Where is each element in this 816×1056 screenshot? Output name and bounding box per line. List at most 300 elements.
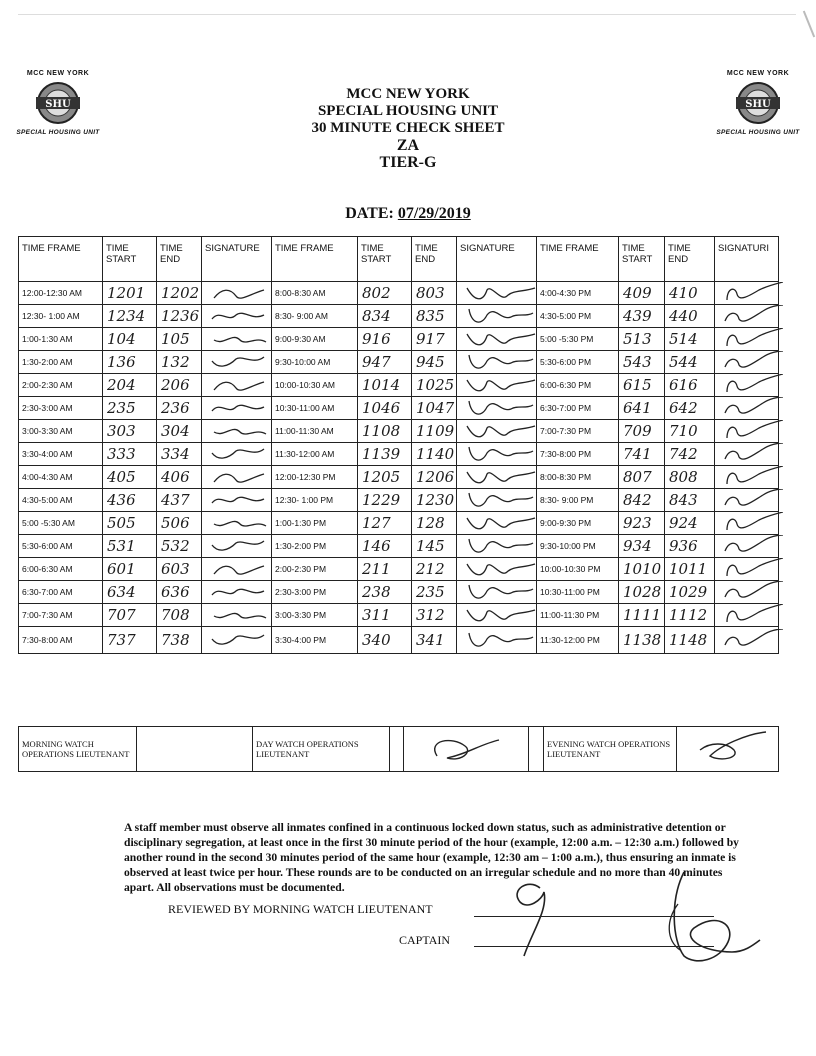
time-frame-cell: 4:30-5:00 AM: [19, 489, 103, 512]
time-end-cell: 710: [665, 420, 715, 443]
time-start-cell: 531: [103, 535, 157, 558]
time-start-cell: 1111: [619, 604, 665, 627]
signature-cell: [457, 443, 537, 466]
signature-cell: [457, 328, 537, 351]
signature-cell: [715, 397, 779, 420]
col-time-frame: TIME FRAME: [272, 237, 358, 282]
shu-badge-icon: [730, 79, 786, 127]
time-end-cell: 406: [157, 466, 202, 489]
time-frame-cell: 6:00-6:30 AM: [19, 558, 103, 581]
time-frame-cell: 3:30-4:00 PM: [272, 627, 358, 654]
time-end-cell: 1140: [412, 443, 457, 466]
table-row: [19, 489, 779, 512]
table-row: [19, 282, 779, 305]
time-start-cell: 439: [619, 305, 665, 328]
time-start-cell: 405: [103, 466, 157, 489]
signature-cell: [715, 443, 779, 466]
time-start-cell: 505: [103, 512, 157, 535]
signature-cell: [715, 604, 779, 627]
time-frame-cell: 10:30-11:00 AM: [272, 397, 358, 420]
time-frame-cell: 5:00 -5:30 AM: [19, 512, 103, 535]
shu-badge-icon: [30, 79, 86, 127]
table-row: [19, 558, 779, 581]
logo-right-badge: SHU: [745, 99, 771, 110]
time-start-cell: 707: [103, 604, 157, 627]
header-sheet-name: 30 MINUTE CHECK SHEET: [311, 120, 505, 136]
signature-cell: [202, 489, 272, 512]
table-row: [19, 420, 779, 443]
handwritten-signature: [719, 629, 783, 649]
handwritten-signature: [719, 443, 783, 463]
time-start-cell: 1234: [103, 305, 157, 328]
time-frame-cell: 9:00-9:30 AM: [272, 328, 358, 351]
time-end-cell: 636: [157, 581, 202, 604]
table-row: [19, 443, 779, 466]
signature-cell: [202, 374, 272, 397]
time-start-cell: 436: [103, 489, 157, 512]
header-zone: ZA: [396, 137, 420, 154]
time-end-cell: 1206: [412, 466, 457, 489]
table-row: [19, 627, 779, 654]
time-frame-cell: 2:30-3:00 AM: [19, 397, 103, 420]
time-frame-cell: 9:00-9:30 PM: [537, 512, 619, 535]
time-start-cell: 741: [619, 443, 665, 466]
signature-cell: [457, 374, 537, 397]
time-frame-cell: 8:30- 9:00 AM: [272, 305, 358, 328]
table-row: [19, 604, 779, 627]
check-log-table: [18, 236, 779, 654]
time-start-cell: 1205: [358, 466, 412, 489]
time-end-cell: 642: [665, 397, 715, 420]
handwritten-signature: [206, 328, 270, 348]
time-start-cell: 136: [103, 351, 157, 374]
time-start-cell: 1138: [619, 627, 665, 654]
time-end-cell: 616: [665, 374, 715, 397]
reviewed-by-label: REVIEWED BY MORNING WATCH LIEUTENANT: [168, 902, 433, 916]
handwritten-signature: [461, 581, 539, 601]
scan-corner-mark: [803, 11, 815, 38]
time-end-cell: 410: [665, 282, 715, 305]
handwritten-signature: [461, 629, 539, 649]
time-start-cell: 1139: [358, 443, 412, 466]
time-end-cell: 440: [665, 305, 715, 328]
time-frame-cell: 3:00-3:30 AM: [19, 420, 103, 443]
time-end-cell: 742: [665, 443, 715, 466]
reviewer-signatures: [470, 860, 770, 970]
time-frame-cell: 11:30-12:00 PM: [537, 627, 619, 654]
time-end-cell: 936: [665, 535, 715, 558]
time-start-cell: 634: [103, 581, 157, 604]
handwritten-signature: [461, 397, 539, 417]
evening-watch-signature-cell: [677, 727, 779, 772]
time-start-cell: 737: [103, 627, 157, 654]
handwritten-signature: [719, 466, 783, 486]
time-end-cell: 803: [412, 282, 457, 305]
time-frame-cell: 6:30-7:00 PM: [537, 397, 619, 420]
shu-logo-right: [704, 70, 812, 136]
col-time-start: TIME START: [619, 237, 665, 282]
signature-cell: [457, 627, 537, 654]
table-row: [19, 397, 779, 420]
col-time-frame: TIME FRAME: [19, 237, 103, 282]
time-end-cell: 312: [412, 604, 457, 627]
time-end-cell: 105: [157, 328, 202, 351]
time-frame-cell: 11:00-11:30 PM: [537, 604, 619, 627]
signature-cell: [202, 420, 272, 443]
handwritten-signature: [461, 466, 539, 486]
time-end-cell: 1025: [412, 374, 457, 397]
signature-cell: [457, 305, 537, 328]
time-end-cell: 514: [665, 328, 715, 351]
col-signature: SIGNATURE: [457, 237, 537, 282]
col-time-frame: TIME FRAME: [537, 237, 619, 282]
time-end-cell: 1148: [665, 627, 715, 654]
signature-cell: [202, 535, 272, 558]
signature-cell: [715, 558, 779, 581]
time-end-cell: 603: [157, 558, 202, 581]
time-start-cell: 1108: [358, 420, 412, 443]
signature-cell: [202, 443, 272, 466]
time-frame-cell: 5:30-6:00 PM: [537, 351, 619, 374]
signature-cell: [457, 512, 537, 535]
handwritten-signature: [206, 420, 270, 440]
time-start-cell: 1028: [619, 581, 665, 604]
time-frame-cell: 10:30-11:00 PM: [537, 581, 619, 604]
handwritten-signature: [461, 535, 539, 555]
time-frame-cell: 5:30-6:00 AM: [19, 535, 103, 558]
time-start-cell: 834: [358, 305, 412, 328]
signature-cell: [715, 374, 779, 397]
time-frame-cell: 6:30-7:00 AM: [19, 581, 103, 604]
signature-cell: [457, 535, 537, 558]
time-end-cell: 808: [665, 466, 715, 489]
handwritten-signature: [206, 282, 270, 302]
signature-cell: [715, 627, 779, 654]
signature-cell: [202, 397, 272, 420]
signature-cell: [715, 535, 779, 558]
time-start-cell: 104: [103, 328, 157, 351]
time-start-cell: 947: [358, 351, 412, 374]
date-line: [250, 205, 566, 223]
date-value: 07/29/2019: [397, 205, 471, 222]
handwritten-signature: [461, 420, 539, 440]
time-start-cell: 601: [103, 558, 157, 581]
signature-cell: [202, 466, 272, 489]
time-start-cell: 311: [358, 604, 412, 627]
time-frame-cell: 7:30-8:00 PM: [537, 443, 619, 466]
time-frame-cell: 7:30-8:00 AM: [19, 627, 103, 654]
signature-cell: [202, 305, 272, 328]
table-row: [19, 374, 779, 397]
date-label: DATE:: [345, 205, 394, 222]
handwritten-signature: [461, 328, 539, 348]
time-start-cell: 409: [619, 282, 665, 305]
handwritten-signature: [719, 512, 783, 532]
handwritten-signature: [206, 443, 270, 463]
time-frame-cell: 2:00-2:30 AM: [19, 374, 103, 397]
time-end-cell: 843: [665, 489, 715, 512]
signature-cell: [457, 420, 537, 443]
handwritten-signature: [206, 629, 270, 649]
table-row: [19, 512, 779, 535]
time-frame-cell: 10:00-10:30 AM: [272, 374, 358, 397]
time-start-cell: 235: [103, 397, 157, 420]
time-start-cell: 1014: [358, 374, 412, 397]
time-frame-cell: 12:00-12:30 PM: [272, 466, 358, 489]
spacer-cell: [529, 727, 544, 772]
time-end-cell: 1236: [157, 305, 202, 328]
signature-cell: [457, 581, 537, 604]
col-time-end: TIME END: [412, 237, 457, 282]
signature-cell: [457, 351, 537, 374]
time-end-cell: 304: [157, 420, 202, 443]
time-start-cell: 1229: [358, 489, 412, 512]
logo-left-line1: MCC NEW YORK: [26, 70, 90, 77]
time-frame-cell: 2:30-3:00 PM: [272, 581, 358, 604]
header-title: MCC NEW YORK: [346, 86, 470, 102]
handwritten-signature: [206, 535, 270, 555]
time-frame-cell: 5:00 -5:30 PM: [537, 328, 619, 351]
evening-watch-label: EVENING WATCH OPERATIONS LIEUTENANT: [544, 727, 677, 772]
col-signature: SIGNATURE: [202, 237, 272, 282]
time-frame-cell: 9:30-10:00 PM: [537, 535, 619, 558]
day-watch-signature: [407, 728, 517, 768]
time-frame-cell: 7:00-7:30 PM: [537, 420, 619, 443]
signature-cell: [715, 305, 779, 328]
time-end-cell: 506: [157, 512, 202, 535]
signature-cell: [715, 420, 779, 443]
table-row: [19, 305, 779, 328]
col-time-start: TIME START: [358, 237, 412, 282]
header-subtitle: SPECIAL HOUSING UNIT: [317, 103, 499, 119]
time-frame-cell: 4:00-4:30 PM: [537, 282, 619, 305]
signature-cell: [202, 627, 272, 654]
evening-watch-signature: [680, 728, 776, 768]
time-frame-cell: 4:00-4:30 AM: [19, 466, 103, 489]
handwritten-signature: [206, 604, 270, 624]
observation-notice: A staff member must observe all inmates confined in a continuous locked down status, such as administrative detention or disciplinary segregation, at least once in the first 30 minute period of the hour (example, 12:00 a.m. – 12:30 a.m.) followed by another round in the second 30 minutes period of the same hour (example, 12:30 am – 1:00 a.m.), thus ensuring an inmate is observed at least twice per hour. These rounds are to be conducted on an irregular schedule and no more than 40 minutes apart. All observations must be documented.: [124, 821, 739, 894]
time-start-cell: 340: [358, 627, 412, 654]
handwritten-signature: [719, 374, 783, 394]
time-start-cell: 842: [619, 489, 665, 512]
time-end-cell: 437: [157, 489, 202, 512]
signature-cell: [715, 489, 779, 512]
time-frame-cell: 3:00-3:30 PM: [272, 604, 358, 627]
time-frame-cell: 1:30-2:00 PM: [272, 535, 358, 558]
table-row: [19, 466, 779, 489]
time-end-cell: 532: [157, 535, 202, 558]
signature-cell: [457, 282, 537, 305]
handwritten-signature: [461, 604, 539, 624]
time-start-cell: 146: [358, 535, 412, 558]
time-end-cell: 334: [157, 443, 202, 466]
handwritten-signature: [206, 512, 270, 532]
time-start-cell: 1201: [103, 282, 157, 305]
handwritten-signature: [461, 489, 539, 509]
time-start-cell: 127: [358, 512, 412, 535]
time-end-cell: 206: [157, 374, 202, 397]
signature-cell: [202, 328, 272, 351]
handwritten-signature: [719, 305, 783, 325]
logo-right-line1: MCC NEW YORK: [726, 70, 790, 77]
logo-left-badge: SHU: [45, 99, 71, 110]
time-end-cell: 1029: [665, 581, 715, 604]
time-start-cell: 641: [619, 397, 665, 420]
time-end-cell: 1202: [157, 282, 202, 305]
signature-cell: [715, 512, 779, 535]
time-start-cell: 1046: [358, 397, 412, 420]
time-frame-cell: 1:30-2:00 AM: [19, 351, 103, 374]
time-end-cell: 341: [412, 627, 457, 654]
handwritten-signature: [461, 305, 539, 325]
time-start-cell: 807: [619, 466, 665, 489]
time-start-cell: 303: [103, 420, 157, 443]
table-row: [19, 351, 779, 374]
time-end-cell: 945: [412, 351, 457, 374]
time-end-cell: 738: [157, 627, 202, 654]
time-end-cell: 924: [665, 512, 715, 535]
handwritten-signature: [461, 351, 539, 371]
time-end-cell: 835: [412, 305, 457, 328]
time-start-cell: 709: [619, 420, 665, 443]
handwritten-signature: [206, 351, 270, 371]
handwritten-signature: [461, 282, 539, 302]
col-time-end: TIME END: [157, 237, 202, 282]
signature-cell: [202, 512, 272, 535]
time-frame-cell: 8:00-8:30 PM: [537, 466, 619, 489]
handwritten-signature: [719, 535, 783, 555]
document-header: [250, 86, 566, 171]
time-frame-cell: 12:30- 1:00 AM: [19, 305, 103, 328]
time-start-cell: 1010: [619, 558, 665, 581]
table-row: [19, 581, 779, 604]
handwritten-signature: [206, 558, 270, 578]
time-frame-cell: 1:00-1:30 PM: [272, 512, 358, 535]
time-start-cell: 934: [619, 535, 665, 558]
spacer-cell: [390, 727, 404, 772]
time-end-cell: 708: [157, 604, 202, 627]
time-end-cell: 1047: [412, 397, 457, 420]
handwritten-signature: [461, 443, 539, 463]
handwritten-signature: [206, 489, 270, 509]
handwritten-signature: [719, 489, 783, 509]
time-end-cell: 212: [412, 558, 457, 581]
handwritten-signature: [719, 558, 783, 578]
time-frame-cell: 8:30- 9:00 PM: [537, 489, 619, 512]
handwritten-signature: [719, 282, 783, 302]
signature-cell: [457, 558, 537, 581]
time-frame-cell: 7:00-7:30 AM: [19, 604, 103, 627]
signature-cell: [715, 466, 779, 489]
time-frame-cell: 4:30-5:00 PM: [537, 305, 619, 328]
time-end-cell: 1230: [412, 489, 457, 512]
time-end-cell: 1011: [665, 558, 715, 581]
time-frame-cell: 8:00-8:30 AM: [272, 282, 358, 305]
time-frame-cell: 10:00-10:30 PM: [537, 558, 619, 581]
time-start-cell: 211: [358, 558, 412, 581]
time-end-cell: 145: [412, 535, 457, 558]
col-time-end: TIME END: [665, 237, 715, 282]
signature-cell: [457, 397, 537, 420]
time-end-cell: 544: [665, 351, 715, 374]
signature-cell: [715, 282, 779, 305]
signature-cell: [457, 489, 537, 512]
col-signature: SIGNATURI: [715, 237, 779, 282]
time-frame-cell: 9:30-10:00 AM: [272, 351, 358, 374]
signature-cell: [457, 604, 537, 627]
table-header-row: [19, 237, 779, 282]
signature-cell: [202, 581, 272, 604]
time-frame-cell: 2:00-2:30 PM: [272, 558, 358, 581]
col-time-start: TIME START: [103, 237, 157, 282]
handwritten-signature: [719, 351, 783, 371]
table-row: [19, 535, 779, 558]
handwritten-signature: [206, 374, 270, 394]
signature-cell: [715, 581, 779, 604]
time-frame-cell: 12:30- 1:00 PM: [272, 489, 358, 512]
day-watch-label: DAY WATCH OPERATIONS LIEUTENANT: [253, 727, 390, 772]
signature-cell: [715, 328, 779, 351]
signature-cell: [202, 282, 272, 305]
header-tier: TIER-G: [379, 154, 437, 171]
time-start-cell: 615: [619, 374, 665, 397]
time-start-cell: 923: [619, 512, 665, 535]
handwritten-signature: [719, 397, 783, 417]
time-frame-cell: 12:00-12:30 AM: [19, 282, 103, 305]
time-frame-cell: 1:00-1:30 AM: [19, 328, 103, 351]
time-end-cell: 1109: [412, 420, 457, 443]
time-end-cell: 132: [157, 351, 202, 374]
time-end-cell: 1112: [665, 604, 715, 627]
time-end-cell: 235: [412, 581, 457, 604]
signature-cell: [202, 604, 272, 627]
time-start-cell: 802: [358, 282, 412, 305]
time-end-cell: 236: [157, 397, 202, 420]
shu-logo-left: [4, 70, 112, 136]
logo-left-line2: SPECIAL HOUSING UNIT: [16, 129, 100, 136]
table-row: [19, 328, 779, 351]
signature-cell: [202, 558, 272, 581]
handwritten-signature: [719, 420, 783, 440]
handwritten-signature: [719, 328, 783, 348]
time-start-cell: 543: [619, 351, 665, 374]
time-frame-cell: 3:30-4:00 AM: [19, 443, 103, 466]
handwritten-signature: [461, 374, 539, 394]
time-start-cell: 916: [358, 328, 412, 351]
morning-watch-signature-cell: [137, 727, 253, 772]
handwritten-signature: [206, 305, 270, 325]
scan-edge-line: [18, 14, 796, 15]
time-frame-cell: 6:00-6:30 PM: [537, 374, 619, 397]
signature-cell: [715, 351, 779, 374]
time-start-cell: 513: [619, 328, 665, 351]
time-frame-cell: 11:30-12:00 AM: [272, 443, 358, 466]
time-start-cell: 333: [103, 443, 157, 466]
handwritten-signature: [206, 466, 270, 486]
captain-label: CAPTAIN: [399, 933, 451, 947]
signature-cell: [202, 351, 272, 374]
handwritten-signature: [461, 558, 539, 578]
watch-signature-table: [18, 726, 779, 772]
handwritten-signature: [719, 604, 783, 624]
morning-watch-label: MORNING WATCH OPERATIONS LIEUTENANT: [19, 727, 137, 772]
signature-cell: [457, 466, 537, 489]
time-end-cell: 128: [412, 512, 457, 535]
time-start-cell: 238: [358, 581, 412, 604]
handwritten-signature: [206, 397, 270, 417]
logo-right-line2: SPECIAL HOUSING UNIT: [716, 129, 800, 136]
time-start-cell: 204: [103, 374, 157, 397]
